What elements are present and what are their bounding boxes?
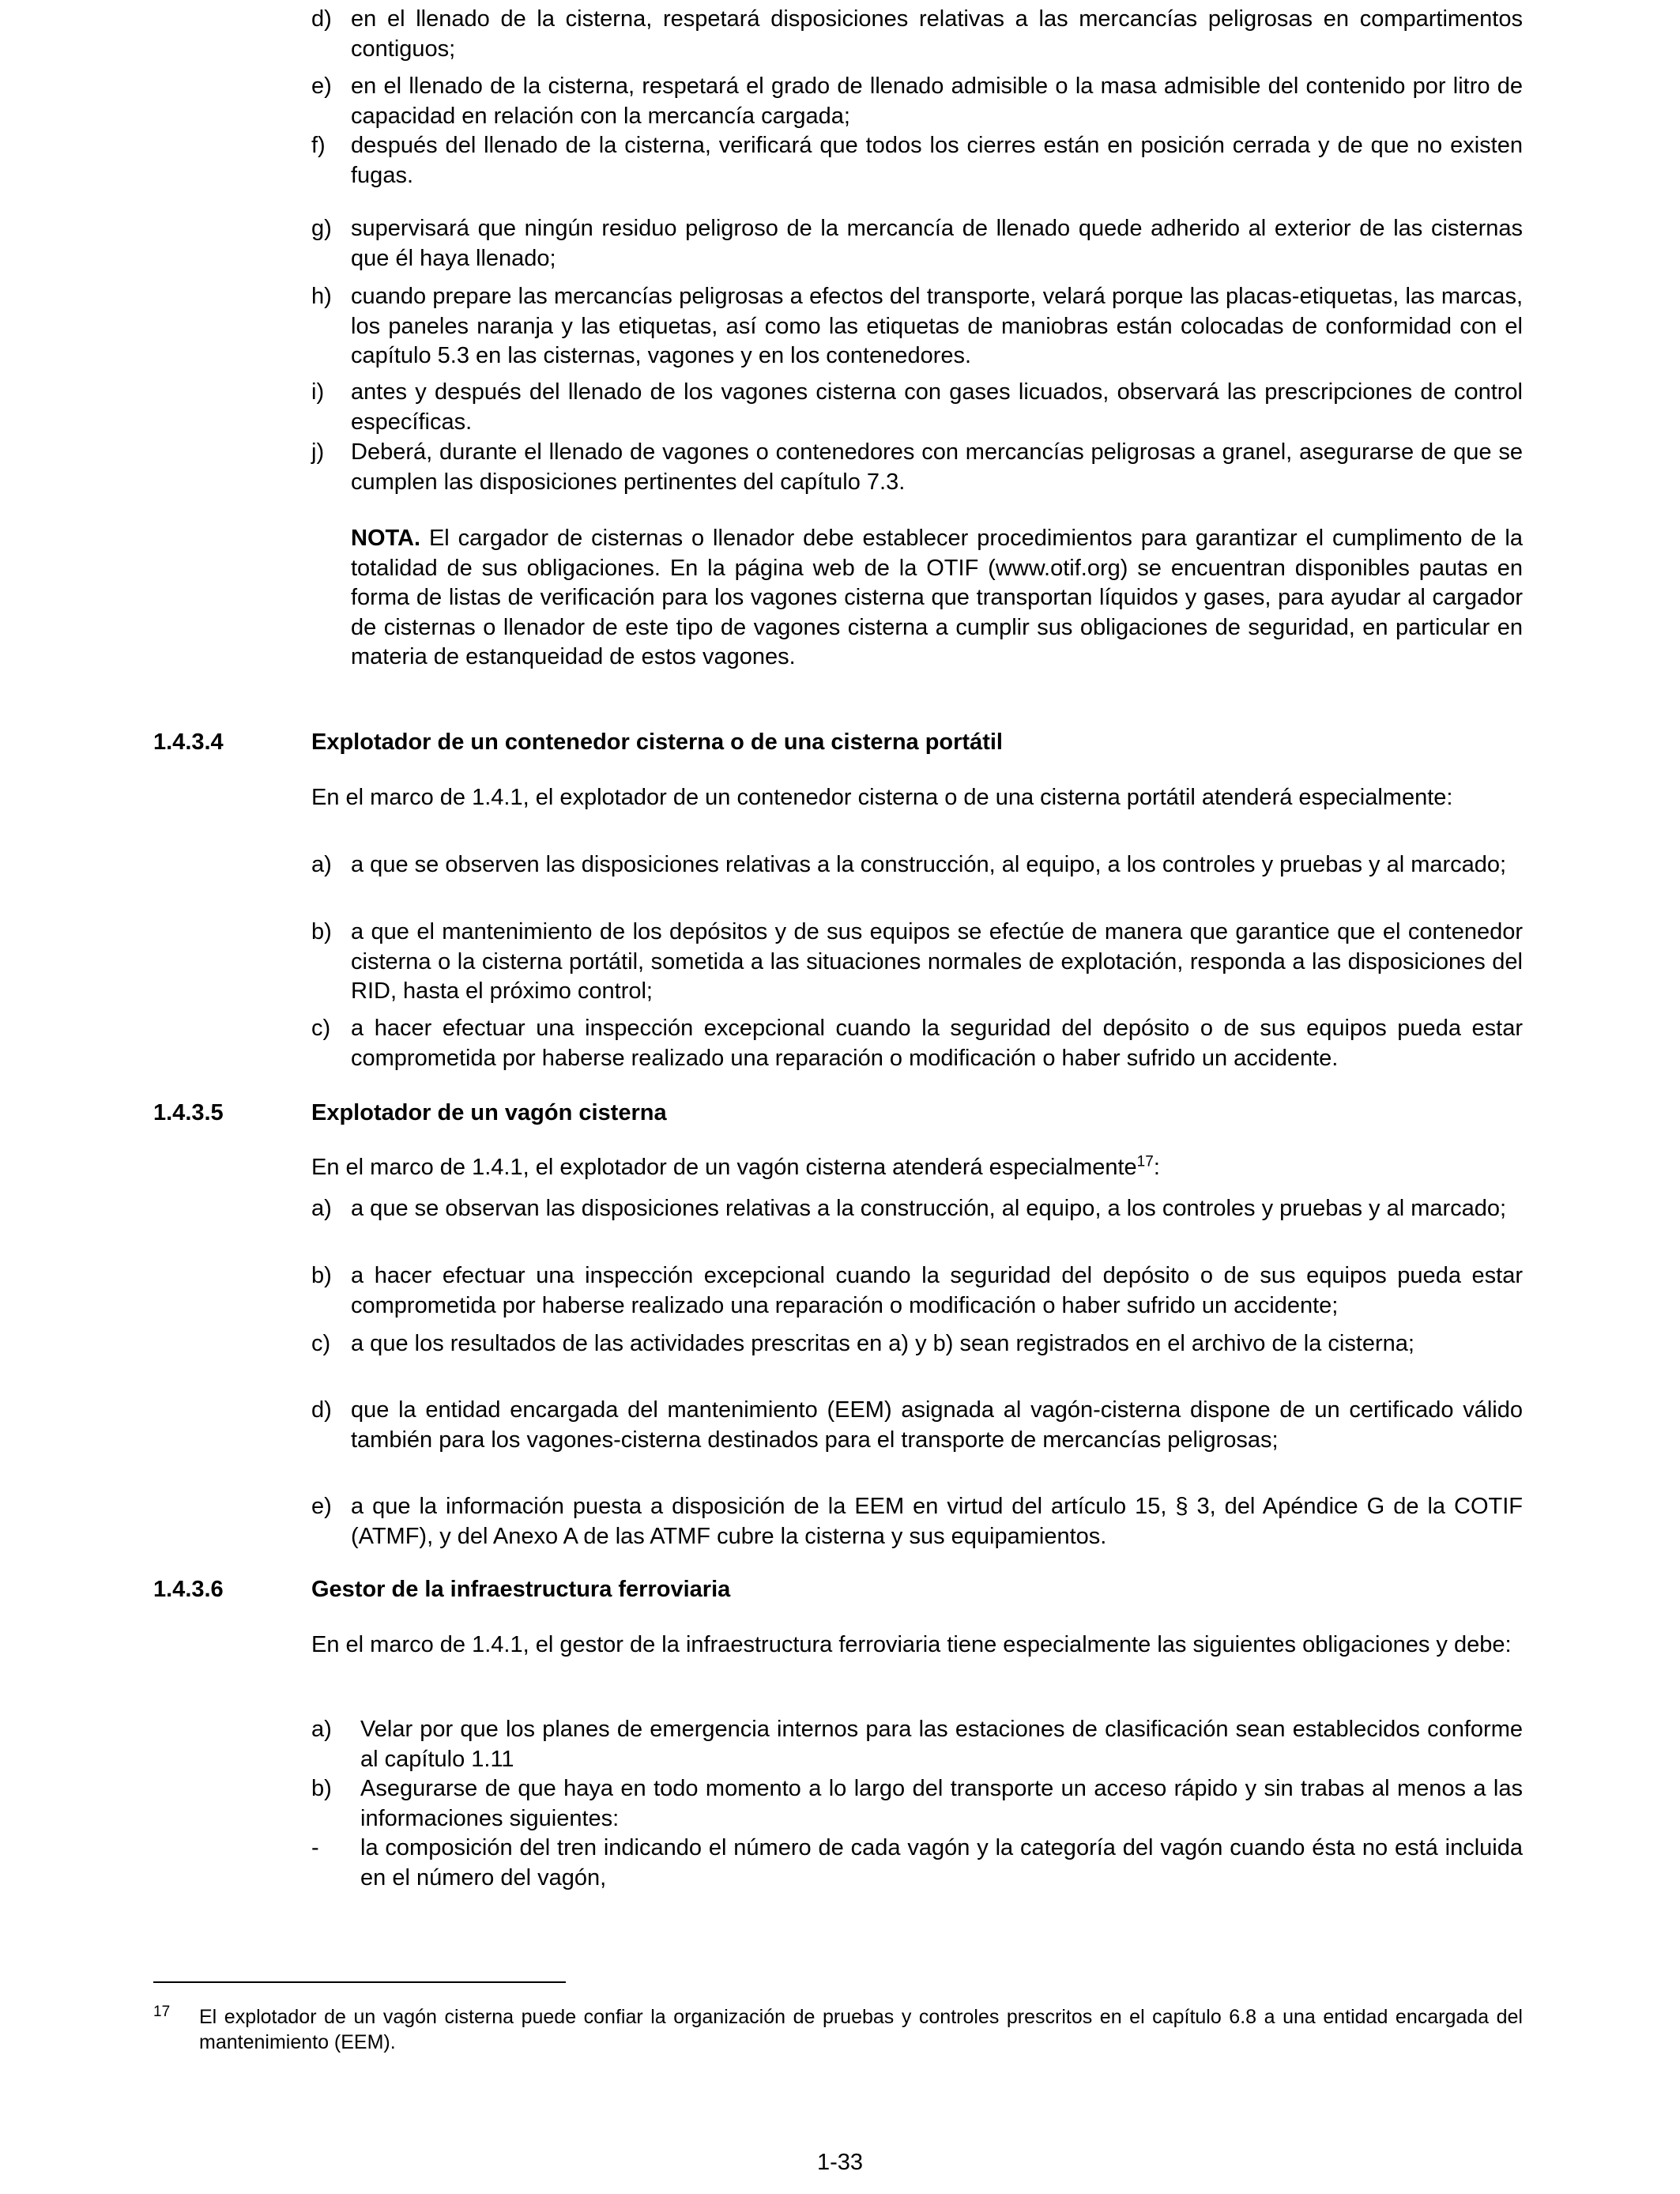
list-item [311,1774,1523,1834]
note-label: NOTA. [351,526,421,551]
list-item-text: en el llenado de la cisterna, respetará disposiciones relativas a las mercancías peligrosas en compartimentos contiguos; [351,6,1523,62]
list-item-text: en el llenado de la cisterna, respetará el grado de llenado admisible o la masa admisible del contenido por litro de capacidad en relación con la mercancía cargada; [351,74,1523,129]
list-item [311,72,1523,131]
list-item-text: cuando prepare las mercancías peligrosas a efectos del transporte, velará porque las placas-etiquetas, las marcas, los paneles naranja y las etiquetas, así como las etiquetas de maniobras están colocadas de conformidad con el capítulo 5.3 en las cisternas, vagones y en los contenedores. [351,284,1523,368]
list-marker: h) [311,284,332,309]
section-title: Gestor de la infraestructura ferroviaria [311,1577,731,1602]
list-item [311,1194,1523,1224]
list-marker: a) [311,852,332,877]
list-marker: c) [311,1331,331,1356]
list-item [311,5,1523,64]
list-item [311,850,1523,880]
list-item [311,1715,1523,1774]
section-number: 1.4.3.6 [153,1577,224,1602]
note-text: El cargador de cisternas o llenador debe establecer procedimientos para garantizar el cumplimento de la totalidad de sus obligaciones. En la página web de la OTIF (www.otif.org) se encuentran disponibles pautas en forma de listas de verificación para los vagones cisterna que transportan líquidos y gases, para ayudar al cargador de cisternas o llenador de este tipo de vagones cisterna a cumplir sus obligaciones de seguridad, en particular en materia de estanqueidad de estos vagones. [351,526,1523,669]
list-marker: i) [311,379,325,405]
list-item-text: a que se observan las disposiciones relativas a la construcción, al equipo, a los controles y pruebas y al marcado; [351,1196,1507,1221]
section-number: 1.4.3.5 [153,1100,224,1125]
list-item-text: supervisará que ningún residuo peligroso de la mercancía de llenado quede adherido al exterior de las cisternas que él haya llenado; [351,216,1523,271]
list-item [311,1014,1523,1073]
list-marker: c) [311,1016,331,1041]
note-paragraph [351,524,1523,673]
list-marker: d) [311,6,332,32]
footnote [153,2004,1523,2055]
list-item-text: a hacer efectuar una inspección excepcional cuando la seguridad del depósito o de sus equipos pueda estar comprometida por haberse realizado una reparación o modificación o haber sufrido un accidente; [351,1263,1523,1318]
list-item-text: Velar por que los planes de emergencia internos para las estaciones de clasificación sean establecidos conforme al capítulo 1.11 [360,1717,1523,1772]
footnote-separator [153,1981,566,1983]
list-marker: - [311,1835,319,1860]
list-marker: a) [311,1717,332,1742]
list-item-text: a que los resultados de las actividades prescritas en a) y b) sean registrados en el archivo de la cisterna; [351,1331,1414,1356]
list-item-text: a que se observen las disposiciones relativas a la construcción, al equipo, a los controles y pruebas y al marcado; [351,852,1507,877]
list-marker: e) [311,74,332,99]
list-item-text: a que el mantenimiento de los depósitos y de sus equipos se efectúe de manera que garantice que el contenedor cisterna o la cisterna portátil, sometida a las situaciones normales de explotación, responda a las disposiciones del RID, hasta el próximo control; [351,919,1523,1004]
list-item [311,918,1523,1007]
list-marker: b) [311,919,332,944]
list-item [311,282,1523,371]
list-marker: j) [311,439,325,465]
list-item [311,131,1523,190]
section-intro: En el marco de 1.4.1, el explotador de un contenedor cisterna o de una cisterna portátil atenderá especialmente: [311,785,1453,810]
footnote-marker: 17 [153,2004,171,2020]
list-item [311,1492,1523,1551]
list-item-text: que la entidad encargada del mantenimiento (EEM) asignada al vagón-cisterna dispone de un certificado válido también para los vagones-cisterna destinados para el transporte de mercancías peligrosas; [351,1397,1523,1453]
list-item-text: antes y después del llenado de los vagones cisterna con gases licuados, observará las prescripciones de control específicas. [351,379,1523,435]
list-marker: e) [311,1494,332,1519]
list-item [311,1834,1523,1893]
list-item-text: a que la información puesta a disposición de la EEM en virtud del artículo 15, § 3, del Apéndice G de la COTIF (ATMF), y del Anexo A de las ATMF cubre la cisterna y sus equipamientos. [351,1494,1523,1549]
intro-text: En el marco de 1.4.1, el explotador de un vagón cisterna atenderá especialmente [311,1155,1137,1180]
list-item-text: Deberá, durante el llenado de vagones o contenedores con mercancías peligrosas a granel, asegurarse de que se cumplen las disposiciones pertinentes del capítulo 7.3. [351,439,1523,495]
list-item [311,438,1523,497]
list-marker: a) [311,1196,332,1221]
page-number: 1-33 [816,2150,864,2175]
section-title: Explotador de un contenedor cisterna o de una cisterna portátil [311,729,1003,755]
list-item-text: después del llenado de la cisterna, verificará que todos los cierres están en posición cerrada y de que no existen fugas. [351,133,1523,188]
list-marker: b) [311,1263,332,1288]
list-marker: b) [311,1776,332,1801]
list-item [311,1329,1523,1359]
list-item-text: la composición del tren indicando el número de cada vagón y la categoría del vagón cuando ésta no está incluida en el número del vagón, [360,1835,1523,1891]
list-item-text: Asegurarse de que haya en todo momento a lo largo del transporte un acceso rápido y sin trabas al menos a las informaciones siguientes: [360,1776,1523,1831]
section-title: Explotador de un vagón cisterna [311,1100,667,1125]
section-number: 1.4.3.4 [153,729,224,755]
list-item [311,378,1523,437]
section-intro: En el marco de 1.4.1, el gestor de la infraestructura ferroviaria tiene especialmente las siguientes obligaciones y debe: [311,1632,1512,1657]
list-marker: f) [311,133,326,158]
footnote-reference[interactable]: 17 [1136,1153,1154,1171]
footnote-text: El explotador de un vagón cisterna puede confiar la organización de pruebas y controles prescritos en el capítulo 6.8 a una entidad encargada del mantenimiento (EEM). [199,2006,1523,2053]
list-item [311,1261,1523,1321]
list-item-text: a hacer efectuar una inspección excepcional cuando la seguridad del depósito o de sus equipos pueda estar comprometida por haberse realizado una reparación o modificación o haber sufrido un accidente. [351,1016,1523,1071]
section-intro [311,1153,1523,1183]
intro-punctuation: : [1153,1155,1160,1180]
list-item [311,1396,1523,1455]
list-item [311,214,1523,273]
list-marker: g) [311,216,332,241]
list-marker: d) [311,1397,332,1423]
